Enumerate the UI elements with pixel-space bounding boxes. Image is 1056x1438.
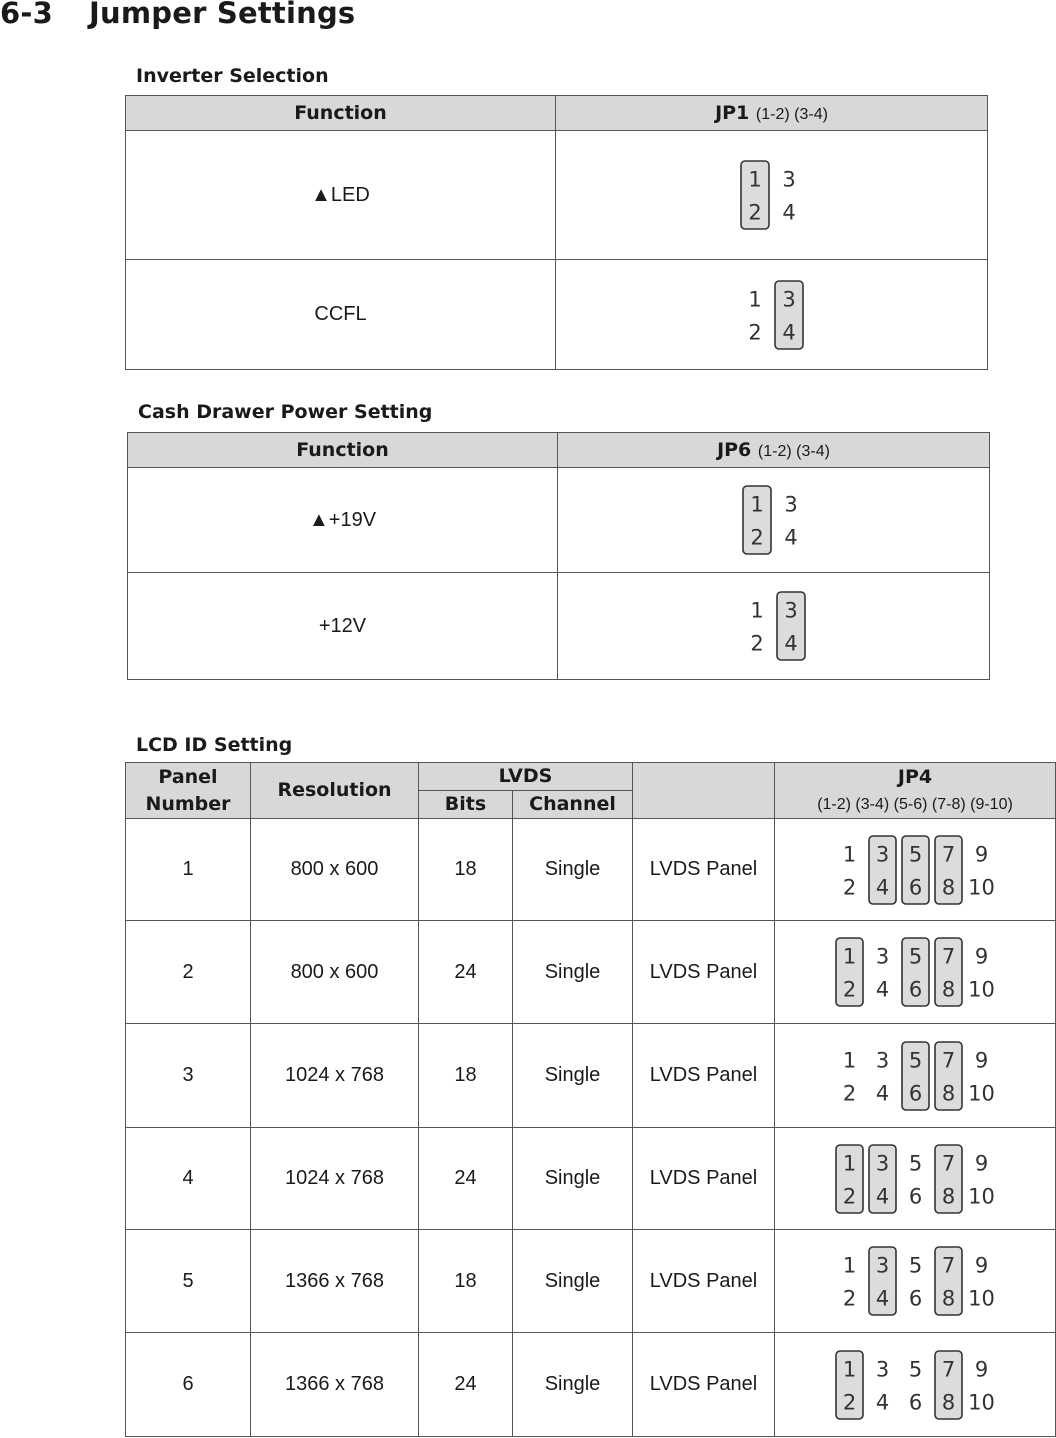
jumper-pin-number: 10 xyxy=(967,1081,995,1105)
jumper-pin-number: 4 xyxy=(781,200,796,225)
jumper-pin-number: 1 xyxy=(747,167,762,192)
lcd-bits: 18 xyxy=(419,819,513,921)
jumper-pin-number: 5 xyxy=(908,1048,922,1072)
jumper-pin-number: 6 xyxy=(908,1390,922,1414)
table-row xyxy=(126,1230,1056,1333)
jumper-pin-number: 2 xyxy=(842,1184,856,1208)
jumper-pin-number: 4 xyxy=(783,631,798,656)
jumper-pin-number: 3 xyxy=(875,1151,889,1175)
lcd-panel-type: LVDS Panel xyxy=(633,1128,775,1230)
lcd-channel: Single xyxy=(513,1128,633,1230)
table-row xyxy=(126,921,1056,1024)
jumper-pin-number: 10 xyxy=(967,875,995,899)
jumper-pin-number: 1 xyxy=(842,944,856,969)
jumper-pin-number: 3 xyxy=(781,167,796,192)
jumper-diagram xyxy=(825,1039,1006,1113)
lcd-channel: Single xyxy=(513,1333,633,1437)
cash-drawer-header-row xyxy=(128,433,990,468)
jumper-pin-number: 3 xyxy=(783,598,798,623)
lcd-panel-type: LVDS Panel xyxy=(633,1230,775,1333)
lcd-panel-number: 2 xyxy=(126,921,251,1024)
jumper-pin-number: 6 xyxy=(908,875,922,899)
lcd-panel-number: 3 xyxy=(126,1024,251,1128)
lcd-col-resolution: Resolution xyxy=(251,763,419,819)
lcd-panel-number: 6 xyxy=(126,1333,251,1437)
inverter-col-function: Function xyxy=(126,96,556,131)
jumper-pin-number: 1 xyxy=(747,287,762,311)
cash-drawer-jumper-pins: (1-2) (3-4) xyxy=(757,443,830,460)
section-title: Jumper Settings xyxy=(89,0,356,30)
jumper-pin-number: 7 xyxy=(941,1151,955,1175)
inverter-row xyxy=(126,260,988,370)
jumper-pin-number: 4 xyxy=(781,320,796,344)
jumper-pin-number: 10 xyxy=(967,1184,995,1208)
jumper-cell xyxy=(775,1128,1056,1230)
jumper-diagram xyxy=(732,483,816,557)
jumper-pin-number: 1 xyxy=(749,598,764,623)
inverter-function: ▲LED xyxy=(126,131,556,260)
lcd-resolution: 1024 x 768 xyxy=(251,1128,419,1230)
jumper-pin-number: 3 xyxy=(781,287,796,311)
jumper-pin-number: 5 xyxy=(908,1253,922,1278)
jumper-cell xyxy=(775,819,1056,921)
jumper-diagram xyxy=(825,1348,1006,1422)
jumper-cell xyxy=(775,1024,1056,1128)
jumper-pin-number: 9 xyxy=(974,1357,988,1381)
jumper-cell xyxy=(558,468,990,573)
jumper-pin-number: 7 xyxy=(941,1253,955,1278)
lcd-resolution: 800 x 600 xyxy=(251,819,419,921)
jumper-cell xyxy=(556,260,988,370)
jumper-pin-number: 3 xyxy=(875,842,889,866)
jumper-pin-number: 10 xyxy=(967,1390,995,1414)
jumper-pin-number: 6 xyxy=(908,1286,922,1311)
jumper-pin-number: 4 xyxy=(875,1390,889,1414)
jumper-pin-number: 4 xyxy=(875,1286,889,1311)
table-row xyxy=(126,1024,1056,1128)
jumper-diagram xyxy=(732,589,816,663)
inverter-col-jumper xyxy=(556,96,988,131)
jumper-pin-number: 5 xyxy=(908,1151,922,1175)
jumper-pin-number: 2 xyxy=(749,631,764,656)
cash-drawer-function: ▲+19V xyxy=(128,468,558,573)
section-number: 6-3 xyxy=(0,0,53,30)
jumper-pin-number: 7 xyxy=(941,944,955,969)
jumper-pin-number: 2 xyxy=(747,200,762,225)
jumper-pin-number: 6 xyxy=(908,1184,922,1208)
lcd-col-lvds: LVDS xyxy=(419,763,633,791)
jumper-pin-number: 8 xyxy=(941,1390,955,1414)
lcd-jumper-label: JP4 xyxy=(897,765,933,788)
lcd-table xyxy=(125,762,1056,1437)
jumper-pin-number: 2 xyxy=(842,1286,856,1311)
jumper-pin-number: 1 xyxy=(842,1357,856,1381)
lcd-channel: Single xyxy=(513,921,633,1024)
table-row xyxy=(126,819,1056,921)
jumper-diagram xyxy=(825,935,1006,1009)
jumper-cell xyxy=(775,1333,1056,1437)
lcd-col-bits: Bits xyxy=(419,791,513,819)
jumper-pin-number: 8 xyxy=(941,977,955,1002)
jumper-pin-number: 6 xyxy=(908,1081,922,1105)
cash-drawer-section-title: Cash Drawer Power Setting xyxy=(138,401,433,423)
jumper-pin-number: 5 xyxy=(908,944,922,969)
inverter-header-row xyxy=(126,96,988,131)
jumper-pin-number: 7 xyxy=(941,1048,955,1072)
jumper-pin-number: 1 xyxy=(842,1048,856,1072)
inverter-table xyxy=(125,95,988,370)
lcd-resolution: 1024 x 768 xyxy=(251,1024,419,1128)
jumper-pin-number: 4 xyxy=(875,1184,889,1208)
jumper-pin-number: 9 xyxy=(974,1253,988,1278)
jumper-cell xyxy=(556,131,988,260)
jumper-pin-number: 5 xyxy=(908,842,922,866)
lcd-channel: Single xyxy=(513,1024,633,1128)
jumper-pin-number: 2 xyxy=(749,525,764,550)
jumper-pin-number: 10 xyxy=(967,977,995,1002)
lcd-panel-number: 1 xyxy=(126,819,251,921)
lcd-channel: Single xyxy=(513,819,633,921)
table-row xyxy=(126,1333,1056,1437)
jumper-cell xyxy=(558,573,990,680)
jumper-pin-number: 2 xyxy=(842,875,856,899)
jumper-pin-number: 9 xyxy=(974,944,988,969)
jumper-pin-number: 9 xyxy=(974,1151,988,1175)
lcd-header-row xyxy=(126,763,1056,791)
lcd-panel-number: 5 xyxy=(126,1230,251,1333)
lcd-section-title: LCD ID Setting xyxy=(136,734,293,756)
jumper-pin-number: 8 xyxy=(941,875,955,899)
jumper-pin-number: 8 xyxy=(941,1286,955,1311)
cash-drawer-jumper-label: JP6 xyxy=(717,439,752,461)
lcd-bits: 24 xyxy=(419,921,513,1024)
jumper-pin-number: 5 xyxy=(908,1357,922,1381)
inverter-jumper-pins: (1-2) (3-4) xyxy=(755,106,828,123)
jumper-cell xyxy=(775,1230,1056,1333)
jumper-diagram xyxy=(730,158,814,232)
lcd-col-jumper xyxy=(775,763,1056,819)
jumper-pin-number: 1 xyxy=(842,1253,856,1278)
inverter-section-title: Inverter Selection xyxy=(136,65,329,87)
jumper-diagram xyxy=(825,833,1006,907)
jumper-pin-number: 4 xyxy=(875,977,889,1002)
jumper-pin-number: 1 xyxy=(842,1151,856,1175)
inverter-row xyxy=(126,131,988,260)
cash-drawer-table xyxy=(127,432,990,680)
lcd-panel-type: LVDS Panel xyxy=(633,819,775,921)
jumper-pin-number: 10 xyxy=(967,1286,995,1311)
cash-drawer-function: +12V xyxy=(128,573,558,680)
lcd-panel-type: LVDS Panel xyxy=(633,1333,775,1437)
jumper-diagram xyxy=(730,278,814,352)
jumper-pin-number: 7 xyxy=(941,842,955,866)
jumper-pin-number: 4 xyxy=(875,875,889,899)
jumper-pin-number: 6 xyxy=(908,977,922,1002)
lcd-col-type xyxy=(633,763,775,819)
jumper-pin-number: 2 xyxy=(842,1081,856,1105)
lcd-panel-type: LVDS Panel xyxy=(633,1024,775,1128)
jumper-pin-number: 4 xyxy=(875,1081,889,1105)
cash-drawer-col-jumper xyxy=(558,433,990,468)
jumper-pin-number: 1 xyxy=(842,842,856,866)
jumper-cell xyxy=(775,921,1056,1024)
lcd-resolution: 1366 x 768 xyxy=(251,1230,419,1333)
lcd-bits: 18 xyxy=(419,1024,513,1128)
inverter-function: CCFL xyxy=(126,260,556,370)
table-row xyxy=(126,1128,1056,1230)
lcd-jumper-pins: (1-2) (3-4) (5-6) (7-8) (9-10) xyxy=(817,795,1013,813)
jumper-pin-number: 3 xyxy=(875,1048,889,1072)
jumper-pin-number: 8 xyxy=(941,1081,955,1105)
lcd-channel: Single xyxy=(513,1230,633,1333)
lcd-bits: 18 xyxy=(419,1230,513,1333)
lcd-resolution: 800 x 600 xyxy=(251,921,419,1024)
cash-drawer-row xyxy=(128,573,990,680)
jumper-pin-number: 3 xyxy=(875,1357,889,1381)
jumper-diagram xyxy=(825,1244,1006,1318)
lcd-col-panel-number: Panel Number xyxy=(126,763,251,819)
jumper-pin-number: 3 xyxy=(875,1253,889,1278)
jumper-pin-number: 2 xyxy=(842,977,856,1002)
lcd-col-channel: Channel xyxy=(513,791,633,819)
lcd-resolution: 1366 x 768 xyxy=(251,1333,419,1437)
lcd-bits: 24 xyxy=(419,1333,513,1437)
jumper-pin-number: 2 xyxy=(842,1390,856,1414)
cash-drawer-col-function: Function xyxy=(128,433,558,468)
jumper-pin-number: 9 xyxy=(974,1048,988,1072)
jumper-diagram xyxy=(825,1142,1006,1216)
jumper-pin-number: 3 xyxy=(783,492,798,517)
lcd-panel-type: LVDS Panel xyxy=(633,921,775,1024)
jumper-pin-number: 3 xyxy=(875,944,889,969)
jumper-pin-number: 4 xyxy=(783,525,798,550)
jumper-pin-number: 1 xyxy=(749,492,764,517)
jumper-pin-number: 2 xyxy=(747,320,762,344)
lcd-panel-number: 4 xyxy=(126,1128,251,1230)
cash-drawer-row xyxy=(128,468,990,573)
jumper-pin-number: 9 xyxy=(974,842,988,866)
inverter-jumper-label: JP1 xyxy=(715,102,750,124)
page-title xyxy=(0,0,355,30)
jumper-pin-number: 7 xyxy=(941,1357,955,1381)
lcd-bits: 24 xyxy=(419,1128,513,1230)
jumper-pin-number: 8 xyxy=(941,1184,955,1208)
